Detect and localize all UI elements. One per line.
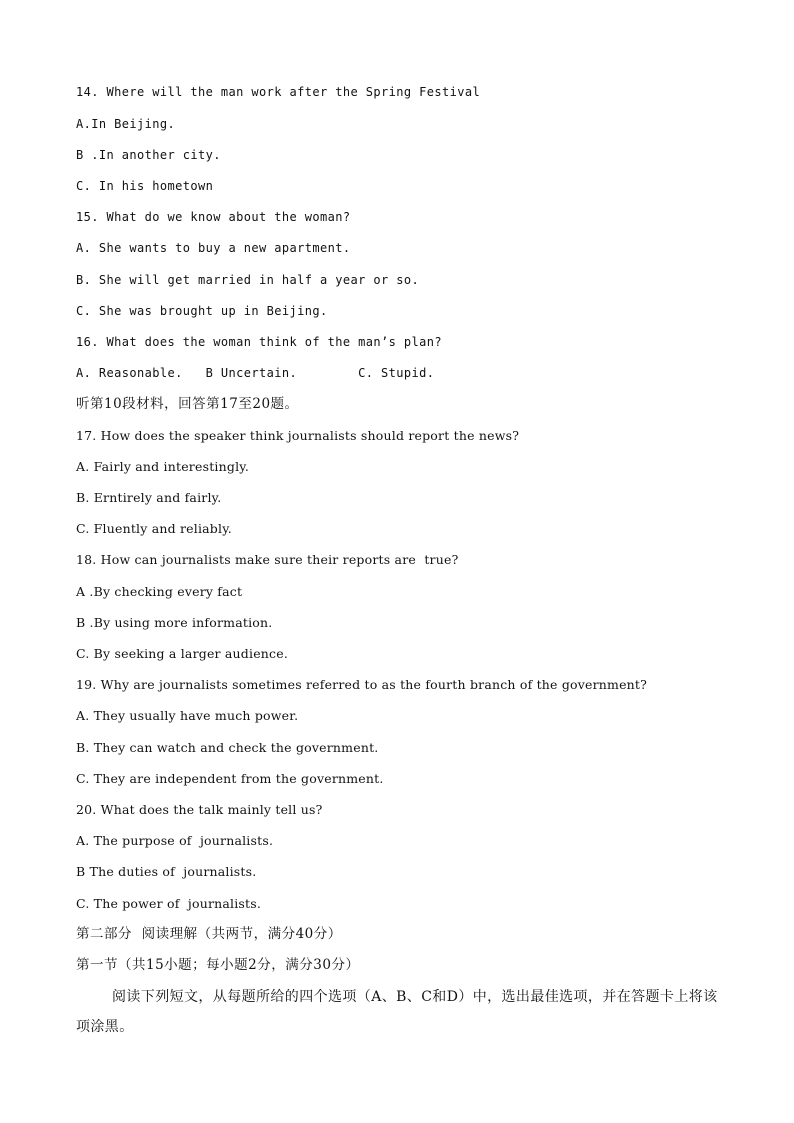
options-16: A. Reasonable. B Uncertain. C. Stupid. (76, 366, 435, 380)
section-one-heading: 第一节（共15小题；每小题2分，满分30分） (76, 957, 360, 973)
reading-instruction: 阅读下列短文，从每题所给的四个选项（A、B、C和D）中，选出最佳选项，并在答题卡上将该项涂黑。 (76, 989, 718, 1035)
option-19-c: C. They are independent from the government. (76, 771, 384, 786)
option-19-b: B. They can watch and check the government. (76, 740, 379, 755)
option-14-c: C. In his hometown (76, 179, 214, 193)
option-20-b: B The duties of journalists. (76, 864, 257, 879)
option-17-a: A. Fairly and interestingly. (76, 459, 250, 474)
question-15: 15. What do we know about the woman? (76, 210, 351, 224)
question-18: 18. How can journalists make sure their reports are true? (76, 552, 459, 567)
option-15-c: C. She was brought up in Beijing. (76, 304, 328, 318)
question-19: 19. Why are journalists sometimes referred to as the fourth branch of the government? (76, 677, 648, 692)
option-17-b: B. Erntirely and fairly. (76, 490, 222, 505)
option-14-a: A.In Beijing. (76, 117, 176, 131)
option-18-a: A .By checking every fact (76, 584, 243, 599)
option-17-c: C. Fluently and reliably. (76, 521, 232, 536)
option-18-b: B .By using more information. (76, 615, 273, 630)
section-instruction-10: 听第10段材料，回答第17至20题。 (76, 396, 299, 412)
part-two-heading: 第二部分 阅读理解（共两节，满分40分） (76, 926, 342, 942)
option-20-c: C. The power of journalists. (76, 896, 262, 911)
question-20: 20. What does the talk mainly tell us? (76, 802, 323, 817)
question-17: 17. How does the speaker think journalists should report the news? (76, 428, 520, 443)
option-20-a: A. The purpose of journalists. (76, 833, 274, 848)
option-19-a: A. They usually have much power. (76, 708, 299, 723)
question-14: 14. Where will the man work after the Spring Festival (76, 85, 481, 99)
option-15-b: B. She will get married in half a year or so. (76, 273, 420, 287)
option-14-b: B .In another city. (76, 148, 221, 162)
option-15-a: A. She wants to buy a new apartment. (76, 241, 351, 255)
option-18-c: C. By seeking a larger audience. (76, 646, 289, 661)
question-16: 16. What does the woman think of the man’s plan? (76, 335, 442, 349)
